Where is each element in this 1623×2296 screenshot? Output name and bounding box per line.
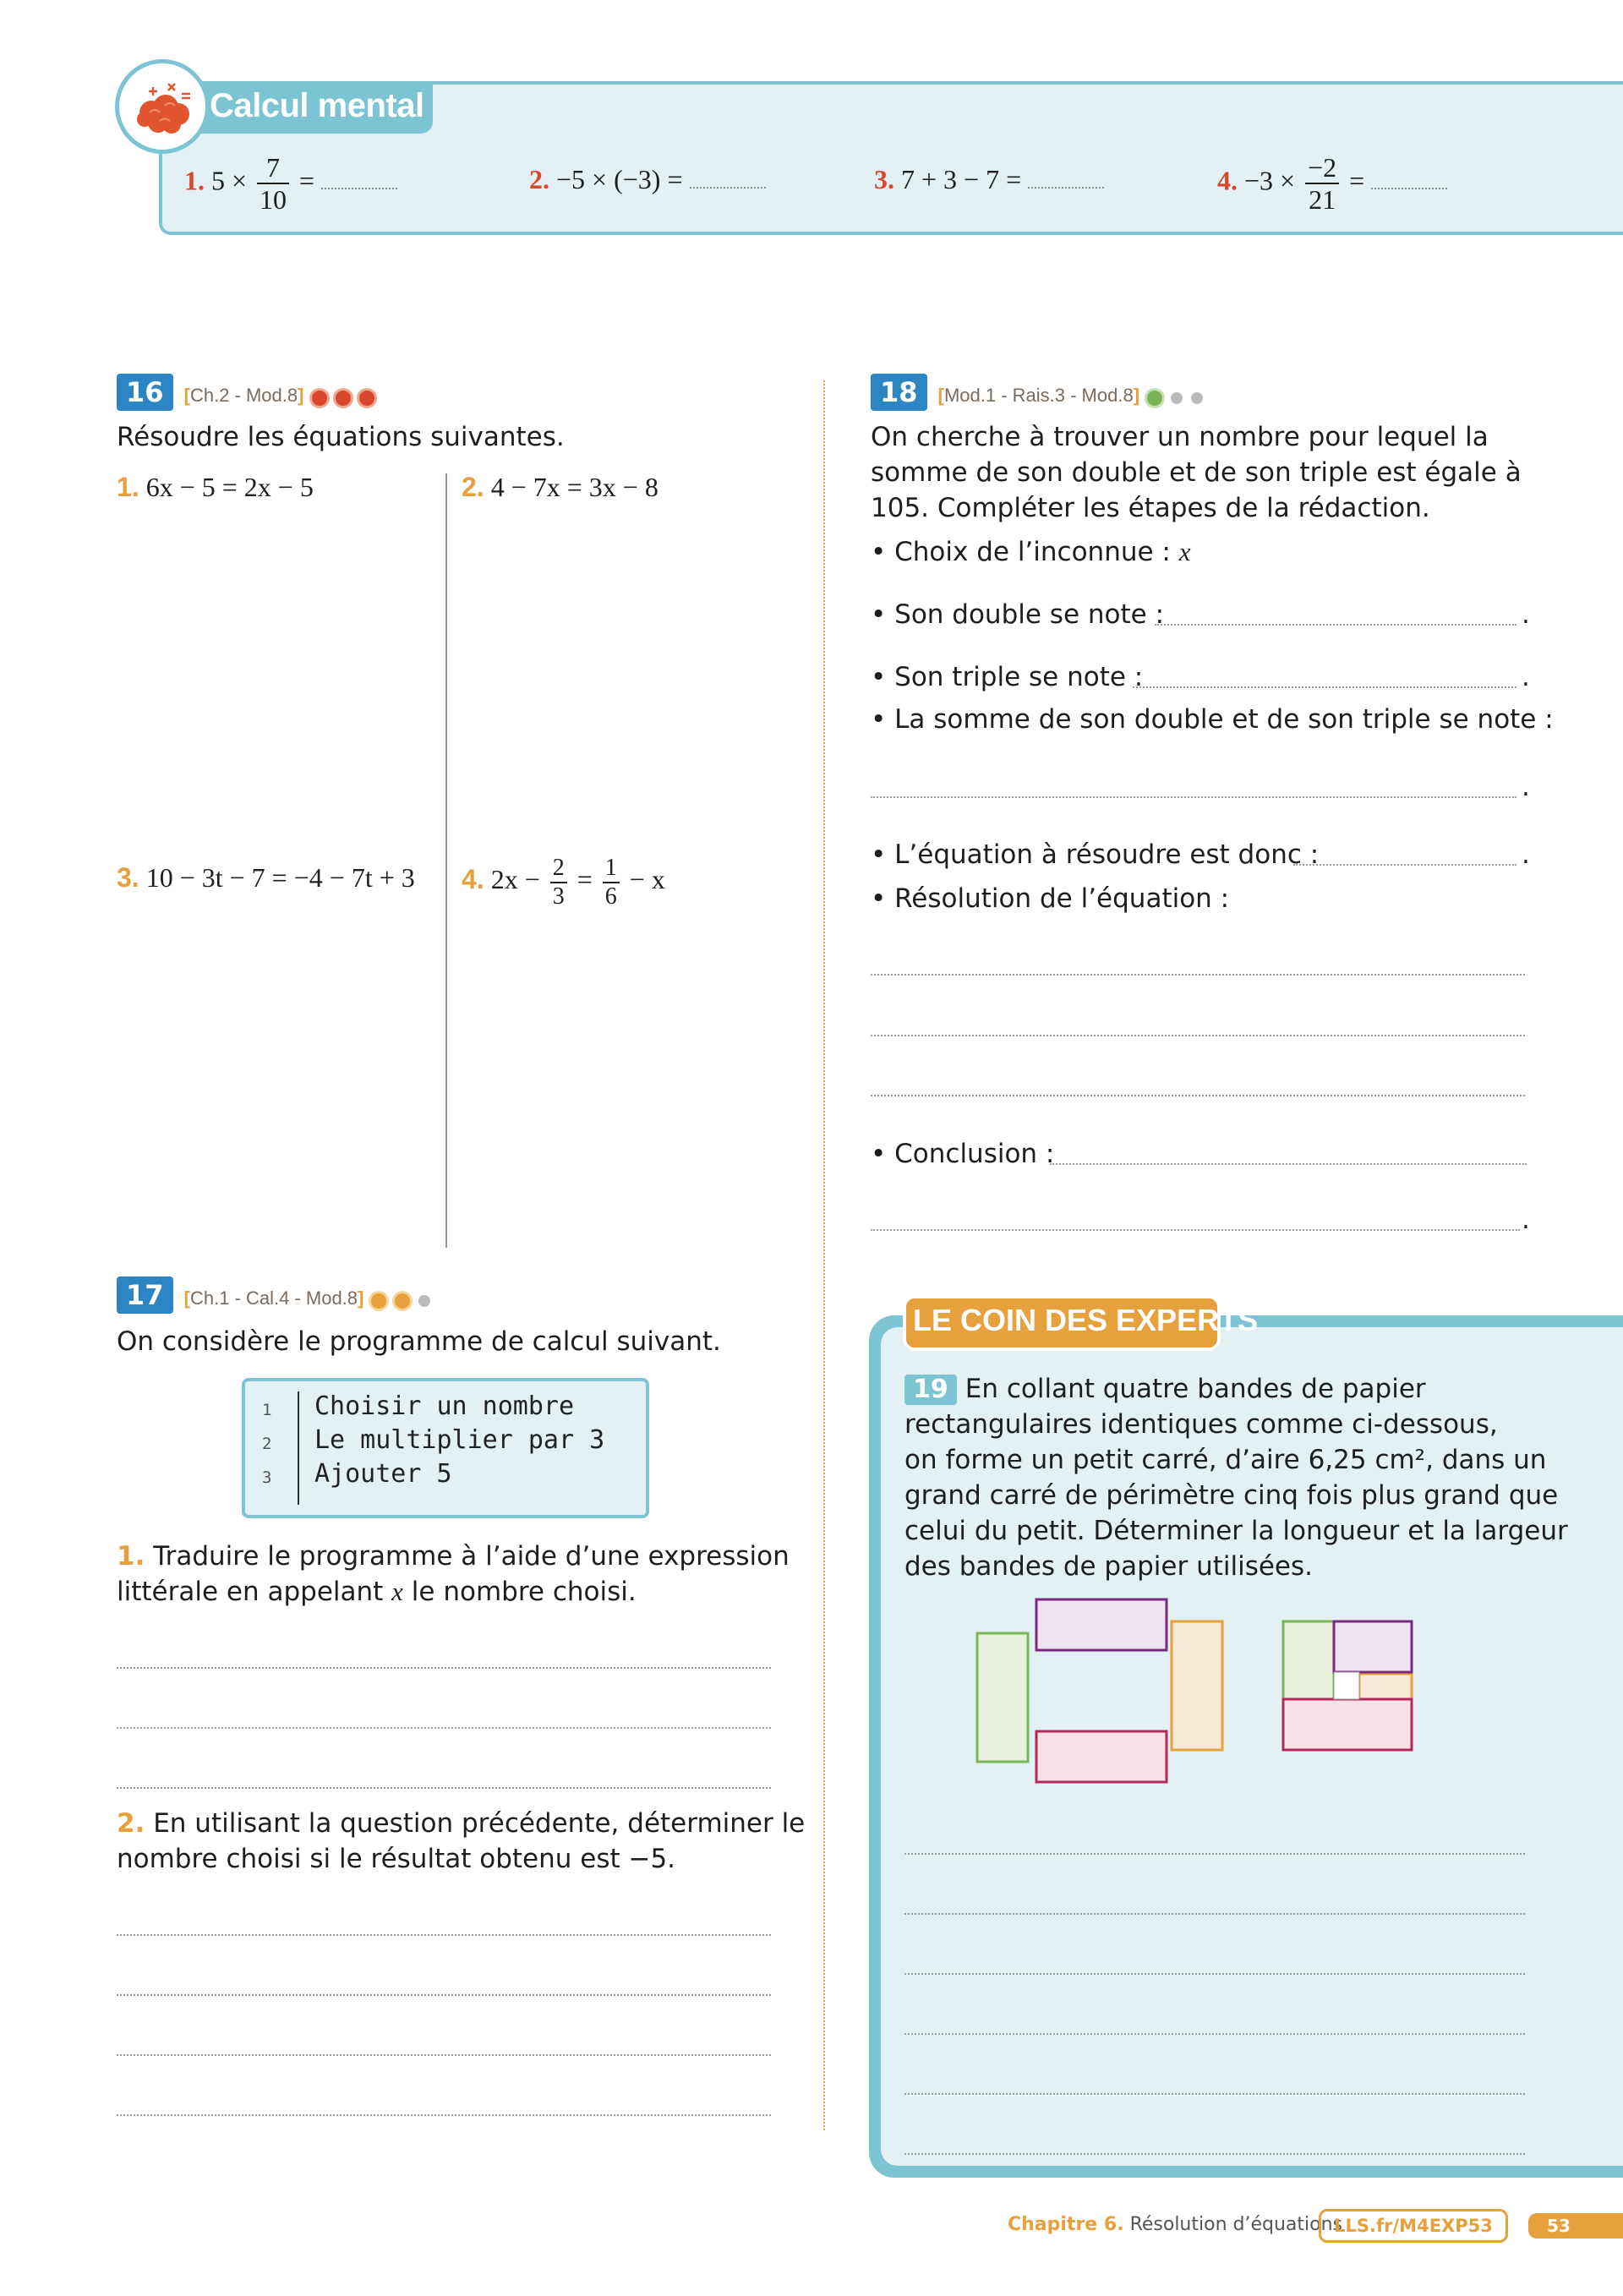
- cm-q3-expr: 7 + 3 − 7 =: [901, 164, 1022, 194]
- ex16-difficulty-dots: [309, 389, 374, 405]
- cm-q3: [874, 154, 1104, 205]
- cm-q4: 4. −3 × $\frac{-2}{21}$ =: [1217, 154, 1447, 213]
- ex18-bullet-resolution: • Résolution de l’équation :: [871, 883, 1230, 914]
- ex17-tag: [Ch.1 - Cal.4 - Mod.8]: [183, 1287, 364, 1309]
- ex18-equation-answer-line[interactable]: [1293, 864, 1516, 866]
- cm-q2-number: 2.: [529, 164, 549, 194]
- ex17-q1-answer-line-3[interactable]: [117, 1787, 771, 1789]
- program-line-2: Le multiplier par 3: [314, 1425, 605, 1455]
- ex16-instruction: Résoudre les équations suivantes.: [117, 422, 565, 452]
- ex16-q1: 1. 6x − 5 = 2x − 5: [117, 472, 314, 502]
- cm-q4-expr: −3 ×: [1244, 165, 1296, 196]
- footer-chapter: Chapitre 6. Résolution d’équations: [1008, 2214, 1342, 2235]
- calcul-mental-title: Calcul mental: [210, 87, 424, 124]
- ex17-q1-answer-line-1[interactable]: [117, 1667, 771, 1669]
- ex18-bullet-conclusion: • Conclusion :: [871, 1139, 1055, 1169]
- ex18-sum-answer-line[interactable]: [871, 796, 1516, 798]
- ex19-answer-line-2[interactable]: [904, 1913, 1525, 1915]
- program-line-3: Ajouter 5: [314, 1459, 452, 1489]
- ex18-conclusion-line-2[interactable]: [871, 1229, 1520, 1231]
- ex16-column-divider: [445, 473, 447, 1248]
- ex16-header: [117, 374, 374, 411]
- assembled-strip-left: [1283, 1621, 1334, 1699]
- assembled-strip-top: [1334, 1621, 1412, 1672]
- ex18-bullet-unknown: • Choix de l’inconnue : x: [871, 537, 1191, 567]
- cm-q2-answer-line[interactable]: [690, 187, 766, 189]
- ex19-number-badge: 19: [904, 1375, 957, 1405]
- cm-q4-number: 4.: [1217, 165, 1238, 196]
- cm-q2-expr: −5 × (−3) =: [556, 164, 683, 194]
- ex16-q3: 3. 10 − 3t − 7 = −4 − 7t + 3: [117, 862, 415, 893]
- ex17-q2-answer-line-3[interactable]: [117, 2054, 771, 2056]
- ex19-answer-line-5[interactable]: [904, 2093, 1525, 2095]
- ex18-header: [871, 374, 1203, 411]
- ex17-q1-answer-line-2[interactable]: [117, 1727, 771, 1729]
- ex18-triple-answer-line[interactable]: [1133, 686, 1516, 688]
- cm-q4-fraction: $\frac{-2}{21}$: [1305, 154, 1339, 213]
- ex16-q2: 2. 4 − 7x = 3x − 8: [462, 472, 658, 502]
- ex19-answer-line-4[interactable]: [904, 2033, 1525, 2035]
- ex18-bullet-equation: • L’équation à résoudre est donc :: [871, 839, 1320, 870]
- ex17-number-badge: 17: [117, 1276, 173, 1314]
- ex18-resolution-line-1[interactable]: [871, 974, 1525, 976]
- cm-q1: 1. 5 × $\frac{7}{10}$ =: [184, 154, 397, 213]
- page-column-divider: [823, 380, 825, 2130]
- ex19-text: 19 En collant quatre bandes de papier rectangulaires identiques comme ci-dessous, on forme un petit carré, d’aire 6,25 cm², dans un grand carré de périmètre cinq fois plus grand que celui du petit. Déterminer la longueur et la largeur des bandes de papier utilisées.: [904, 1374, 1568, 1582]
- ex18-bullet-triple: • Son triple se note :: [871, 662, 1144, 692]
- cm-q4-answer-line[interactable]: [1371, 188, 1447, 189]
- ex18-number-badge: 18: [871, 374, 927, 411]
- cm-q1-number: 1.: [184, 165, 205, 196]
- ex17-q2-answer-line-4[interactable]: [117, 2114, 771, 2116]
- ex17-instruction: On considère le programme de calcul suivant.: [117, 1326, 721, 1357]
- ex17-q2-answer-line-1[interactable]: [117, 1934, 771, 1936]
- strip-bottom: [1036, 1731, 1167, 1782]
- small-square: [1334, 1672, 1359, 1699]
- ex18-bullet-sum: • La somme de son double et de son triple se note :: [871, 704, 1554, 735]
- ex18-intro: On cherche à trouver un nombre pour lequel la somme de son double et de son triple est égale à 105. Compléter les étapes de la rédaction.: [871, 422, 1522, 523]
- ex17-difficulty-dots: [368, 1292, 430, 1308]
- cm-q3-number: 3.: [874, 164, 894, 194]
- cm-q1-expr: 5 ×: [211, 165, 248, 196]
- ex19-answer-line-1[interactable]: [904, 1853, 1525, 1855]
- ex17-header: [117, 1276, 430, 1314]
- ex17-q2: 2. En utilisant la question précédente, déterminer le nombre choisi si le résultat obtenu est −5.: [117, 1808, 806, 1874]
- ex18-resolution-line-3[interactable]: [871, 1095, 1525, 1096]
- experts-title: LE COIN DES EXPERTS: [913, 1303, 1259, 1337]
- cm-q3-answer-line[interactable]: [1028, 187, 1104, 189]
- ex18-resolution-line-2[interactable]: [871, 1035, 1525, 1036]
- strip-right: [1172, 1621, 1222, 1750]
- ex19-answer-line-6[interactable]: [904, 2153, 1525, 2155]
- ex17-program-box: 1 2 3 Choisir un nombre Le multiplier par 3 Ajouter 5: [242, 1378, 649, 1518]
- cm-q1-answer-line[interactable]: [321, 188, 397, 189]
- paper-strips-figure: [972, 1594, 1420, 1789]
- page-number: 53: [1528, 2213, 1623, 2239]
- assembled-strip-bottom: [1283, 1699, 1412, 1750]
- ex18-bullet-double: • Son double se note :: [871, 599, 1165, 630]
- ex18-difficulty-dots: [1144, 389, 1203, 405]
- ex16-q4: 4. 2x − $\frac{2}{3}$ = $\frac{1}{6}$ − x: [462, 854, 665, 910]
- cm-q1-fraction: $\frac{7}{10}$: [257, 154, 289, 213]
- strip-top: [1036, 1599, 1167, 1650]
- ex18-conclusion-line-1[interactable]: [1050, 1163, 1527, 1165]
- ex17-q2-answer-line-2[interactable]: [117, 1994, 771, 1996]
- strip-left: [977, 1633, 1028, 1762]
- brain-icon: [115, 59, 210, 154]
- ex18-double-answer-line[interactable]: [1155, 624, 1516, 626]
- ex16-number-badge: 16: [117, 374, 173, 411]
- ex16-tag: [Ch.2 - Mod.8]: [183, 385, 304, 406]
- cm-q2: [529, 154, 766, 205]
- ex17-q1: 1. Traduire le programme à l’aide d’une expression littérale en appelant x le nombre choisi.: [117, 1541, 790, 1607]
- ex19-answer-line-3[interactable]: [904, 1973, 1525, 1975]
- ex18-tag: [Mod.1 - Rais.3 - Mod.8]: [937, 385, 1140, 406]
- footer-link[interactable]: LLS.fr/M4EXP53: [1319, 2209, 1508, 2243]
- program-line-1: Choisir un nombre: [314, 1391, 575, 1421]
